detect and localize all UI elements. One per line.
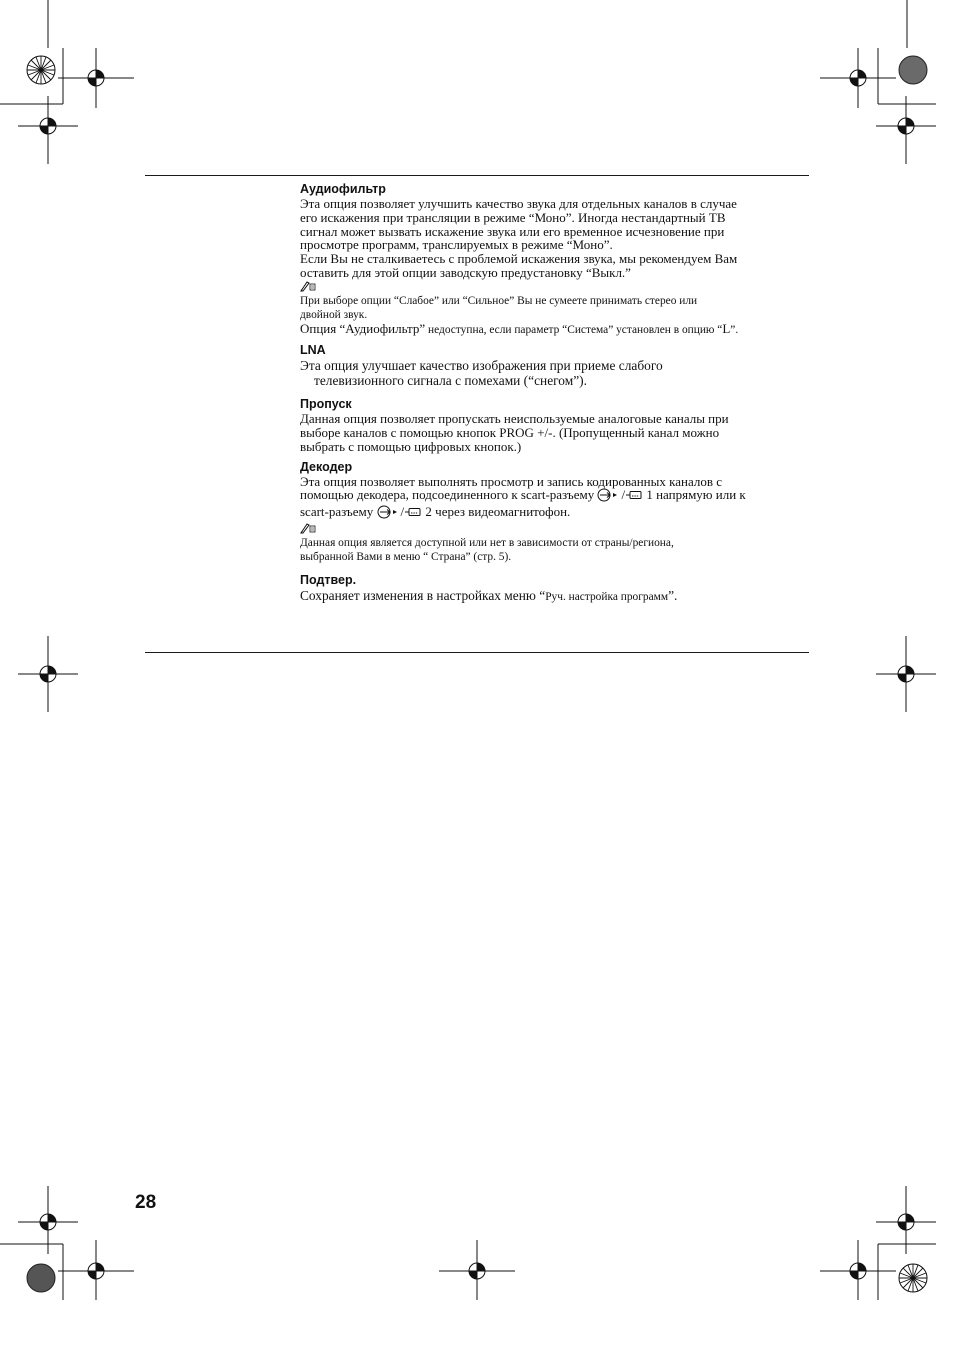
menu-name: Руч. настройка программ	[545, 590, 669, 603]
body-line: Если Вы не сталкиваетесь с проблемой искажения звука, мы рекомендуем Вам	[300, 251, 738, 267]
section-decoder	[300, 460, 810, 564]
slash: /	[621, 487, 626, 503]
body-line: его искажения при трансляции в режиме “Моно”. Иногда нестандартный ТВ	[300, 209, 726, 225]
body-line: оставить для этой опции заводскую предустановку “Выкл.”	[300, 264, 631, 280]
section-title: Подтвер.	[300, 572, 357, 587]
registration-crosshair-icon	[0, 630, 954, 720]
scart-connector-icon	[597, 488, 621, 505]
body-line: выбрать с помощью цифровых кнопок.)	[300, 438, 522, 454]
note-line: выбранной Вами в меню “ Страна” (стр. 5).	[300, 550, 512, 563]
text: 1 напрямую или к	[643, 487, 746, 503]
section-audiofilter	[300, 182, 810, 337]
section-skip	[300, 397, 810, 453]
section-lna	[300, 343, 810, 388]
registration-crosshair-icon	[0, 1180, 954, 1350]
note-line: При выборе опции “Слабое” или “Сильное” Вы не сумеете принимать стерео или	[300, 294, 698, 307]
note-line-2	[300, 322, 810, 337]
text: scart-разъему	[300, 504, 377, 520]
registration-marks-top	[0, 0, 954, 170]
memo-pencil-icon	[300, 280, 810, 294]
note-option-name: Опция “Аудиофильтр”	[300, 320, 426, 336]
note-option-l: L	[722, 320, 731, 336]
registration-marks-middle	[0, 630, 954, 720]
body-line: выборе каналов с помощью кнопок PROG +/-. (Пропущенный канал можно	[300, 424, 720, 440]
registration-marks-bottom	[0, 1180, 954, 1350]
body-line: просмотре программ, транслируемых в режиме “Моно”.	[300, 237, 613, 253]
page-number: 28	[135, 1192, 157, 1213]
body-line: телевизионного сигнала с помехами (“снегом”).	[314, 372, 587, 388]
note-line: двойной звук.	[300, 308, 368, 321]
note-text: недоступна, если параметр “Система” установлен в опцию “	[425, 323, 723, 336]
scart-connector-icon	[377, 505, 401, 522]
body-line	[300, 488, 810, 505]
body-line: Эта опция позволяет улучшить качество звука для отдельных каналов в случае	[300, 196, 737, 211]
body-line: Эта опция позволяет выполнять просмотр и запись кодированных каналов с	[300, 473, 722, 489]
page-content	[300, 182, 810, 605]
body-line	[300, 505, 810, 522]
text: Сохраняет изменения в настройках меню “	[300, 587, 546, 603]
registration-crosshair-icon	[0, 0, 954, 170]
section-title: Декодер	[300, 459, 353, 474]
note-line: Данная опция является доступной или нет в зависимости от страны/региона,	[300, 536, 674, 549]
section-title: LNA	[300, 342, 326, 357]
body-line: Данная опция позволяет пропускать неиспользуемые аналоговые каналы при	[300, 411, 729, 427]
body-line: Эта опция улучшает качество изображения при приеме слабого	[300, 357, 663, 373]
scart-output-icon	[625, 488, 643, 505]
section-confirm	[300, 573, 810, 605]
body-line: сигнал может вызвать искажение звука или его временное исчезновение при	[300, 223, 725, 239]
top-rule	[145, 175, 809, 176]
body-line	[300, 588, 810, 605]
scart-output-icon	[404, 505, 422, 522]
memo-pencil-icon	[300, 522, 810, 536]
section-title: Аудиофильтр	[300, 182, 386, 196]
text: помощью декодера, подсоединенного к scart-разъему	[300, 487, 598, 503]
text: 2 через видеомагнитофон.	[422, 504, 571, 520]
slash: /	[400, 504, 405, 520]
section-title: Пропуск	[300, 397, 352, 412]
note-text-end: ”.	[730, 323, 739, 336]
text: ”.	[668, 587, 678, 603]
